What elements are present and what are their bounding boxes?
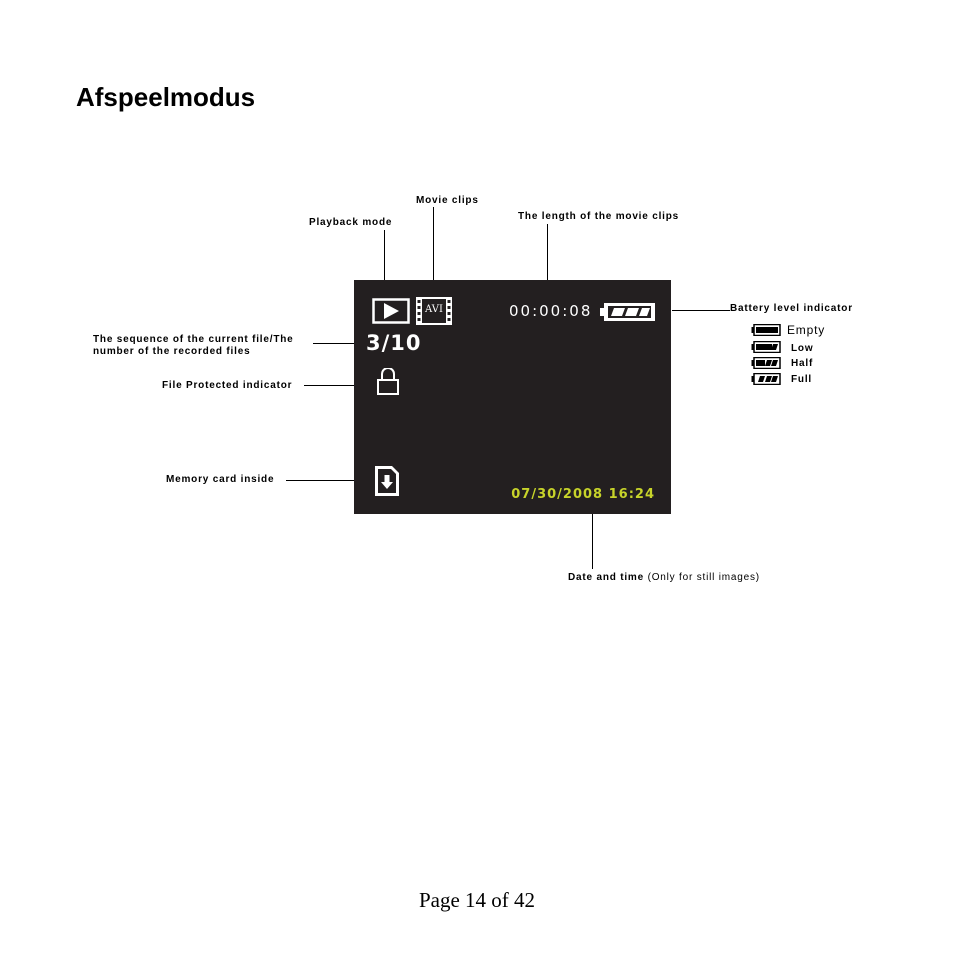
leader-line-movie-length: [547, 224, 548, 282]
label-file-protected: File Protected indicator: [162, 380, 293, 391]
camera-screen: [354, 280, 671, 514]
label-playback-mode: Playback mode: [309, 217, 393, 228]
lock-icon: [376, 368, 400, 396]
battery-half-icon: [751, 357, 781, 369]
leader-line-playback: [384, 230, 385, 282]
leader-line-battery: [672, 310, 730, 311]
battery-legend-half-label: Half: [791, 358, 814, 369]
battery-low-icon: [751, 341, 781, 353]
date-time-value: 07/30/2008 16:24: [511, 487, 655, 502]
battery-full-icon: [600, 302, 656, 322]
label-date-time-note: (Only for still images): [647, 572, 760, 583]
movie-badge-text: AVI: [425, 304, 443, 315]
label-memory-card: Memory card inside: [166, 474, 275, 485]
label-date-time: [568, 571, 760, 584]
page-footer: Page 14 of 42: [418, 888, 536, 912]
label-movie-clips: Movie clips: [416, 195, 479, 206]
memory-card-icon: [374, 465, 400, 497]
label-battery-indicator: Battery level indicator: [730, 303, 853, 314]
label-movie-length: The length of the movie clips: [518, 211, 679, 222]
leader-line-movie-clips: [433, 207, 434, 282]
movie-clip-icon: [416, 297, 452, 325]
battery-legend-full-label: Full: [791, 374, 812, 385]
leader-line-memory: [286, 480, 356, 481]
battery-empty-icon: [751, 324, 781, 336]
leader-line-date-time: [592, 514, 593, 569]
battery-full-legend-icon: [751, 373, 781, 385]
movie-length-value: 00:00:08: [509, 302, 593, 320]
battery-legend: [751, 322, 871, 392]
battery-legend-empty-label: Empty: [787, 323, 826, 337]
label-date-time-text: Date and time: [568, 572, 644, 583]
label-sequence-line1: The sequence of the current file/The: [93, 334, 294, 345]
battery-legend-low-label: Low: [791, 343, 814, 354]
play-icon: [372, 298, 410, 324]
label-sequence-line2: number of the recorded files: [93, 346, 251, 357]
leader-line-protected: [304, 385, 354, 386]
file-sequence-value: 3/10: [366, 331, 422, 355]
page-title: Afspeelmodus: [76, 82, 256, 112]
